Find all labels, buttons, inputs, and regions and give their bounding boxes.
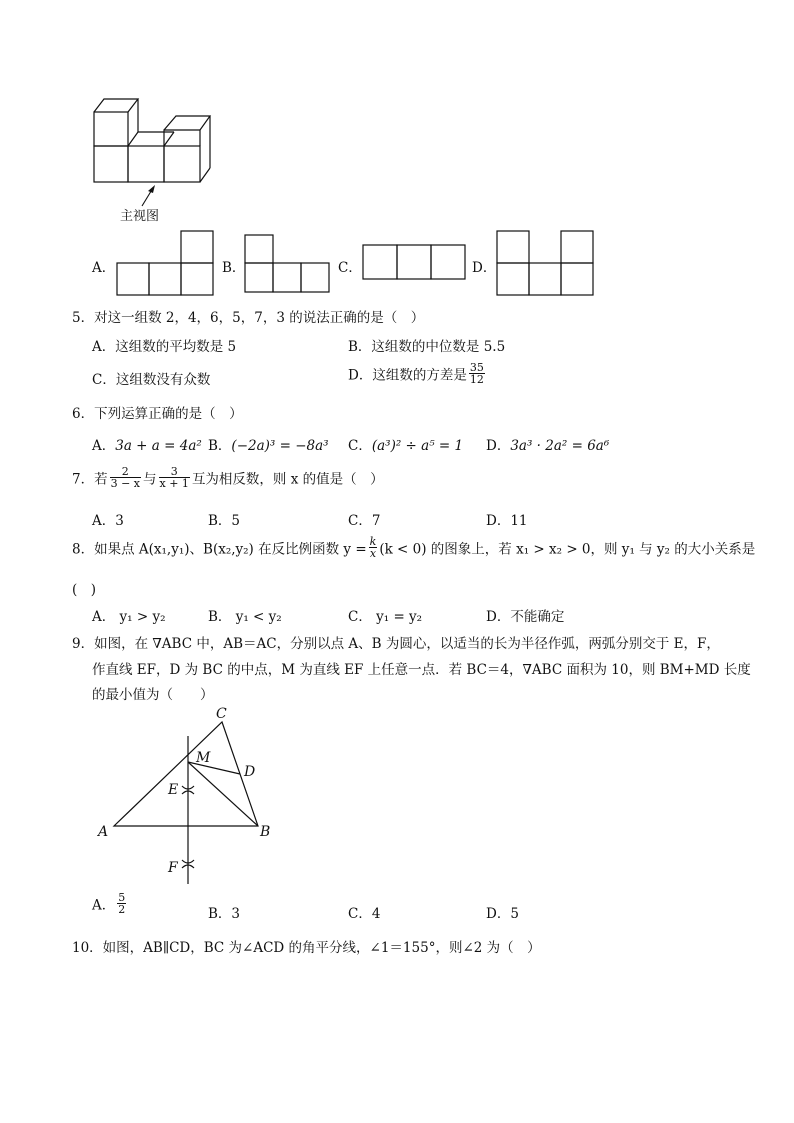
q9-label-e: E (168, 782, 179, 798)
q9-label-d: D (244, 764, 256, 780)
q9-option-c: C．4 (348, 906, 381, 922)
q5-option-b: B．这组数的中位数是 5.5 (348, 339, 506, 355)
q4-option-c-figure (362, 244, 466, 280)
q9-stem-line2: 作直线 EF，D 为 BC 的中点，M 为直线 EF 上任意一点．若 BC＝4，∇ABC 面积为 10，则 BM+MD 长度 (92, 662, 751, 678)
q9-option-b: B．3 (208, 906, 241, 922)
q6-option-a: A．3a + a = 4a² (92, 438, 202, 454)
q6-option-d: D．3a³ · 2a² = 6a⁶ (486, 438, 610, 454)
q8-stem-line2: ( ) (72, 582, 97, 598)
q9-label-b: B (260, 824, 271, 840)
q7-option-a: A．3 (92, 513, 124, 529)
q8-option-c: C． y₁ = y₂ (348, 609, 423, 625)
q4-option-d-figure (496, 230, 594, 296)
q6-option-c: C．(a³)² ÷ a⁵ = 1 (348, 438, 464, 454)
q9-option-d: D．5 (486, 906, 519, 922)
q4-option-a-figure (116, 230, 214, 296)
q6-stem: 6．下列运算正确的是（ ） (72, 406, 243, 422)
q7-stem: 7．若 $\frac{2}{3 - x}$ 与 $\frac{3}{x + 1}$ 互为相反数，则 x 的值是（ ） (72, 465, 384, 490)
q9-label-c: C (216, 706, 227, 722)
cube-solid-figure (90, 92, 220, 192)
q7-option-b: B．5 (208, 513, 241, 529)
q5-stem: 5．对这一组数 2，4，6，5，7，3 的说法正确的是（ ） (72, 310, 425, 326)
q4-option-b-figure (244, 234, 330, 294)
q9-option-a: A． $\frac{5}{2}$ (92, 891, 126, 916)
q9-label-a: A (98, 824, 109, 840)
q4-option-b-label: B． (222, 260, 246, 276)
q4-option-a-label: A． (92, 260, 116, 276)
q9-triangle-figure (96, 704, 286, 890)
q5-option-a: A．这组数的平均数是 5 (92, 339, 237, 355)
q7-option-d: D．11 (486, 513, 528, 529)
q8-option-d: D．不能确定 (486, 609, 565, 625)
q9-label-m: M (196, 750, 211, 766)
q7-option-c: C．7 (348, 513, 381, 529)
q8-option-a: A． y₁ > y₂ (92, 609, 166, 625)
q9-label-f: F (168, 860, 178, 876)
q8-stem-line1: 8．如果点 A(x₁,y₁)、B(x₂,y₂) 在反比例函数 y = $\frac{k}{x}$ (k < 0) 的图象上，若 x₁ > x₂ > 0，则 y₁ 与 y₂ 的大小关系是 (72, 535, 756, 560)
q5-option-c: C．这组数没有众数 (92, 372, 211, 388)
q4-option-d-label: D． (472, 260, 497, 276)
q10-stem: 10．如图，AB∥CD，BC 为∠ACD 的角平分线，∠1＝155°，则∠2 为（ ） (72, 940, 541, 956)
q5-option-d: D．这组数的方差是 $\frac{35}{12}$ (348, 361, 484, 386)
q6-option-b: B．(−2a)³ = −8a³ (208, 438, 329, 454)
q8-option-b: B． y₁ < y₂ (208, 609, 282, 625)
q9-stem-line3: 的最小值为（ ） (92, 687, 214, 703)
q4-option-c-label: C． (338, 260, 362, 276)
view-caption: 主视图 (120, 209, 160, 224)
q9-stem-line1: 9．如图，在 ∇ABC 中，AB＝AC，分别以点 A、B 为圆心，以适当的长为半径作弧，两弧分别交于 E，F， (72, 636, 720, 652)
